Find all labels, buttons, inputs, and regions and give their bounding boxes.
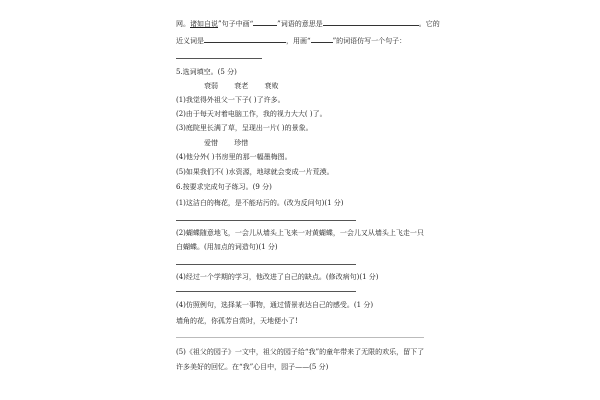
answer-line-4[interactable] (176, 337, 424, 338)
q4-continuation-line-2 (176, 35, 576, 46)
text-fragment: ”词语的意思是 (277, 20, 323, 28)
answer-line-2[interactable] (176, 264, 356, 265)
q5-sentence-2: (2)由于每天对着电脑工作，我的视力大大( )了。 (176, 110, 327, 118)
word-option: 衰败 (264, 82, 279, 90)
text-fragment: ”的词语仿写一个句子： (332, 37, 407, 45)
mark-blank-2[interactable] (311, 35, 333, 43)
mark-blank[interactable] (253, 18, 277, 26)
text-fragment: ，用画“ (286, 37, 311, 45)
q6-item-2-line-1: (2)蝴蝶随意地飞，一会儿从墙头上飞来一对黄蝴蝶，一会儿又从墙头上飞走一只 (176, 229, 424, 237)
q5-word-bank-1 (204, 81, 600, 91)
text-fragment: 近义词是 (176, 37, 204, 45)
q5-sentence-5: (5)如果我们不( )水资源，地球就会变成一片荒漠。 (176, 168, 334, 176)
q5-sentence-3: (3)庭院里长满了草，呈现出一片( )的景象。 (176, 124, 313, 132)
sentence-answer-line[interactable] (176, 58, 262, 59)
text-fragment: ”句子中画“ (218, 20, 254, 28)
q6-item-4-line-1: (4)仿照例句，选择某一事物，通过情景表达自己的感受。(1 分) (176, 301, 374, 309)
synonym-blank[interactable] (204, 35, 286, 43)
word-option: 珍惜 (234, 139, 249, 147)
q6-item-5-line-1: (5)《祖父的园子》一文中，祖父的园子给“我”的童年带来了无限的欢乐，留下了 (176, 348, 425, 356)
q5-sentence-4: (4)他分外( )书房里的那一幅墨梅图。 (176, 153, 292, 161)
q6-item-2-line-2: 白蝴蝶。(用加点的词造句)(1 分) (176, 243, 278, 251)
q6-item-5-line-2: 许多美好的回忆。在“我”心目中，园子——(5 分) (176, 363, 329, 371)
answer-line-3[interactable] (176, 291, 356, 292)
q6-title: 6.按要求完成句子练习。(9 分) (176, 183, 272, 191)
word-option: 衰弱 (204, 82, 218, 90)
q6-item-4-example: 墙角的花，你孤芳自赏时，天地便小了! (176, 317, 298, 325)
word-option: 爱惜 (204, 139, 218, 147)
q4-continuation-line-1 (176, 18, 576, 29)
q5-word-bank-2 (204, 138, 600, 148)
q5-sentence-1: (1)我觉得外祖父一下子( )了许多。 (176, 96, 285, 104)
text-fragment: 网。 (176, 20, 190, 28)
q5-title: 5.选词填空。(5 分) (176, 68, 237, 76)
q6-item-1: (1)这洁白的梅花，是不能玷污的。(改为反问句)(1 分) (176, 199, 344, 207)
underlined-phrase: 诸如自说 (190, 20, 218, 28)
q6-item-3: (4)经过一个学期的学习，他改进了自己的缺点。(修改病句)(1 分) (176, 273, 379, 281)
answer-line-1[interactable] (176, 220, 356, 221)
text-fragment: 。它的 (418, 20, 440, 28)
meaning-blank[interactable] (323, 18, 419, 26)
word-option: 衰老 (234, 82, 249, 90)
